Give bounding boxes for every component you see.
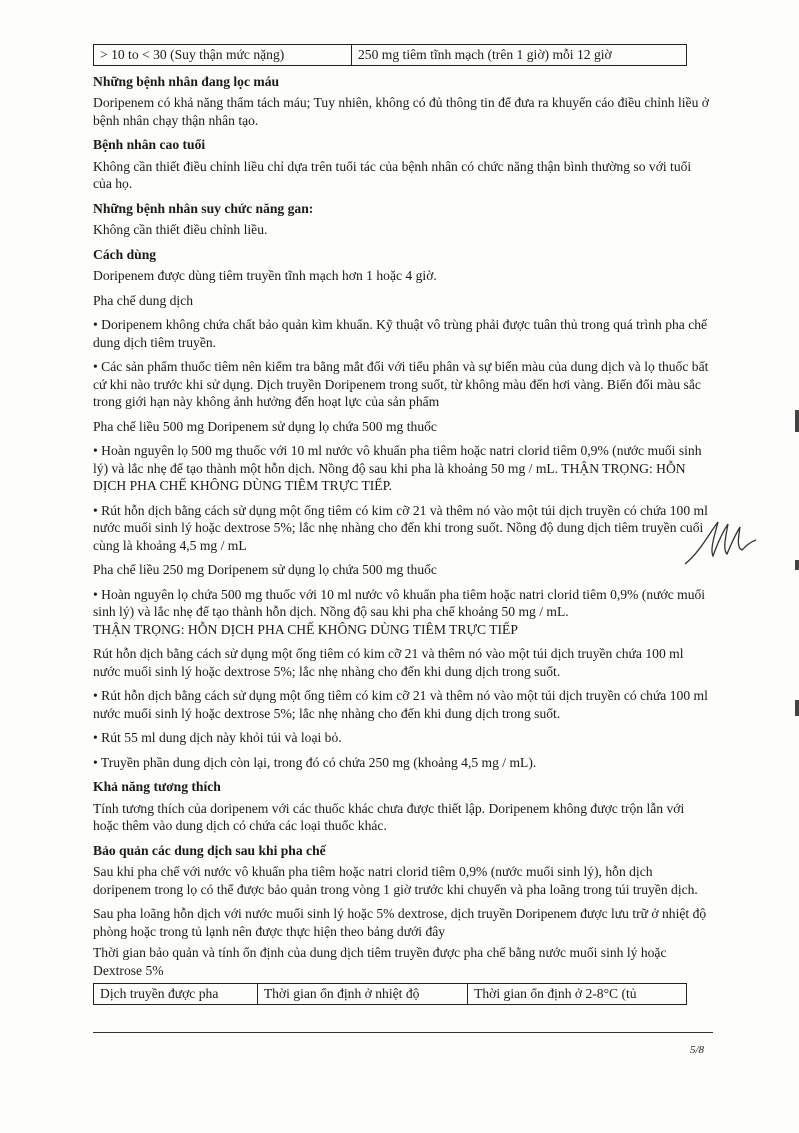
section-heading: Bệnh nhân cao tuổi xyxy=(93,137,206,152)
bullet-item: • Doripenem không chứa chất bảo quản kìm khuẩn. Kỹ thuật vô trùng phải được tuân thủ trong quá trình pha chế dung dịch tiêm truyền. xyxy=(93,317,708,350)
warning-text: THẬN TRỌNG: HỖN DỊCH PHA CHẾ KHÔNG DÙNG TIÊM TRỰC TIẾP xyxy=(93,621,518,637)
paragraph: Sau khi pha chế với nước vô khuẩn pha tiêm hoặc natri clorid tiêm 0,9% (nước muối sinh lý), hỗn dịch doripenem trong lọ có thể được bảo quản trong vòng 1 giờ trước khi chuyển và pha loãng trong túi truyền dịch. xyxy=(93,864,698,897)
paragraph: Sau pha loãng hỗn dịch với nước muối sinh lý hoặc 5% dextrose, dịch truyền Doripenem được lưu trữ ở nhiệt độ phòng hoặc trong tủ lạnh nên được thực hiện theo bảng dưới đây xyxy=(93,906,707,939)
section-heading: Những bệnh nhân đang lọc máu xyxy=(93,73,280,89)
section-heading: Những bệnh nhân suy chức năng gan: xyxy=(93,200,314,216)
paragraph: Pha chế dung dịch xyxy=(93,292,194,308)
page-number: 5/8 xyxy=(690,1044,705,1056)
paragraph: Không cần thiết điều chỉnh liều. xyxy=(93,222,268,237)
table-header-cell: Thời gian ổn định ở nhiệt độ xyxy=(257,984,467,1005)
section-heading: Bảo quản các dung dịch sau khi pha chế xyxy=(93,842,326,858)
bullet-item: • Truyền phần dung dịch còn lại, trong đó có chứa 250 mg (khoảng 4,5 mg / mL). xyxy=(93,754,537,770)
handwritten-signature xyxy=(680,512,760,572)
section-heading: Khả năng tương thích xyxy=(93,779,221,794)
paragraph: Tính tương thích của doripenem với các thuốc khác chưa được thiết lập. Doripenem không được trộn lẫn với hoặc thêm vào dung dịch có chứa các loại thuốc khác. xyxy=(93,800,685,833)
table-row xyxy=(94,45,687,66)
paragraph: Rút hỗn dịch bằng cách sử dụng một ống tiêm có kim cỡ 21 và thêm nó vào một túi dịch truyền chứa 100 ml nước muối sinh lý hoặc dextrose 5%; lắc nhẹ nhàng cho đến khi dung dịch trong suốt. xyxy=(93,646,684,679)
table-header-row xyxy=(94,984,687,1005)
table-header-cell: Dịch truyền được pha xyxy=(94,984,258,1005)
paragraph: Thời gian bảo quản và tính ổn định của dung dịch tiêm truyền được pha chế bằng nước muối sinh lý hoặc Dextrose 5% xyxy=(93,945,667,978)
paragraph: Pha chế liều 250 mg Doripenem sử dụng lọ chứa 500 mg thuốc xyxy=(93,562,437,577)
table-cell: > 10 to < 30 (Suy thận mức nặng) xyxy=(94,45,352,66)
bullet-item: • Rút hỗn dịch bằng cách sử dụng một ống tiêm có kim cỡ 21 và thêm nó vào một túi dịch truyền có chứa 100 ml nước muối sinh lý hoặc dextrose 5%; lắc nhẹ nhàng cho đến khi dung dịch trong suốt. xyxy=(93,688,708,721)
dosage-table xyxy=(93,44,687,66)
stability-table xyxy=(93,983,687,1005)
paragraph: Doripenem có khả năng thẩm tách máu; Tuy nhiên, không có đủ thông tin để đưa ra khuyến cáo điều chỉnh liều ở bệnh nhân chạy thận nhân tạo. xyxy=(93,95,709,128)
bullet-item: • Hoàn nguyên lọ 500 mg thuốc với 10 ml nước vô khuẩn pha tiêm hoặc natri clorid tiêm 0,9% (nước muối sinh lý) và lắc nhẹ để tạo thành một hỗn dịch. Nồng độ sau khi pha là khoảng 50 mg / mL. THẬN TRỌNG: HỖN DỊCH PHA CHẾ KHÔNG DÙNG TIÊM TRỰC TIẾP. xyxy=(93,443,702,493)
scan-edge-mark xyxy=(795,700,799,716)
bullet-item: • Rút 55 ml dung dịch này khỏi túi và loại bỏ. xyxy=(93,730,342,745)
document-page xyxy=(93,44,713,1005)
paragraph: Không cần thiết điều chỉnh liều chỉ dựa trên tuổi tác của bệnh nhân có chức năng thận bình thường so với tuổi của họ. xyxy=(93,158,692,191)
section-heading: Cách dùng xyxy=(93,246,157,262)
table-header-cell: Thời gian ổn định ở 2-8°C (tủ xyxy=(468,984,687,1005)
bullet-item: • Các sản phẩm thuốc tiêm nên kiểm tra bằng mắt đối với tiểu phân và sự biến màu của dung dịch và lọ thuốc bất cứ khi nào trước khi sử dụng. Dịch truyền Doripenem trong suốt, từ không màu đến hơi vàng. Biến đổi màu sắc trong giới hạn này không ảnh hưởng đến hoạt lực của sản phẩm xyxy=(93,359,709,409)
paragraph: Pha chế liều 500 mg Doripenem sử dụng lọ chứa 500 mg thuốc xyxy=(93,418,437,434)
table-cell: 250 mg tiêm tĩnh mạch (trên 1 giờ) mỗi 12 giờ xyxy=(352,45,687,66)
footer-divider xyxy=(93,1032,713,1033)
paragraph: Doripenem được dùng tiêm truyền tĩnh mạch hơn 1 hoặc 4 giờ. xyxy=(93,268,437,283)
scan-edge-mark xyxy=(795,410,799,432)
bullet-item: • Rút hỗn dịch bằng cách sử dụng một ống tiêm có kim cỡ 21 và thêm nó vào một túi dịch truyền có chứa 100 ml nước muối sinh lý hoặc dextrose 5%; lắc nhẹ nhàng cho đến khi trong suốt. Nồng độ dung dịch tiêm truyền cuối cùng là khoảng 4,5 mg / mL xyxy=(93,502,708,553)
scan-edge-mark xyxy=(795,560,799,570)
bullet-item: • Hoàn nguyên lọ chứa 500 mg thuốc với 10 ml nước vô khuẩn pha tiêm hoặc natri clorid tiêm 0,9% (nước muối sinh lý) và lắc nhẹ để tạo thành hỗn dịch. Nồng độ sau khi pha chế khoảng 50 mg / mL. xyxy=(93,586,706,619)
